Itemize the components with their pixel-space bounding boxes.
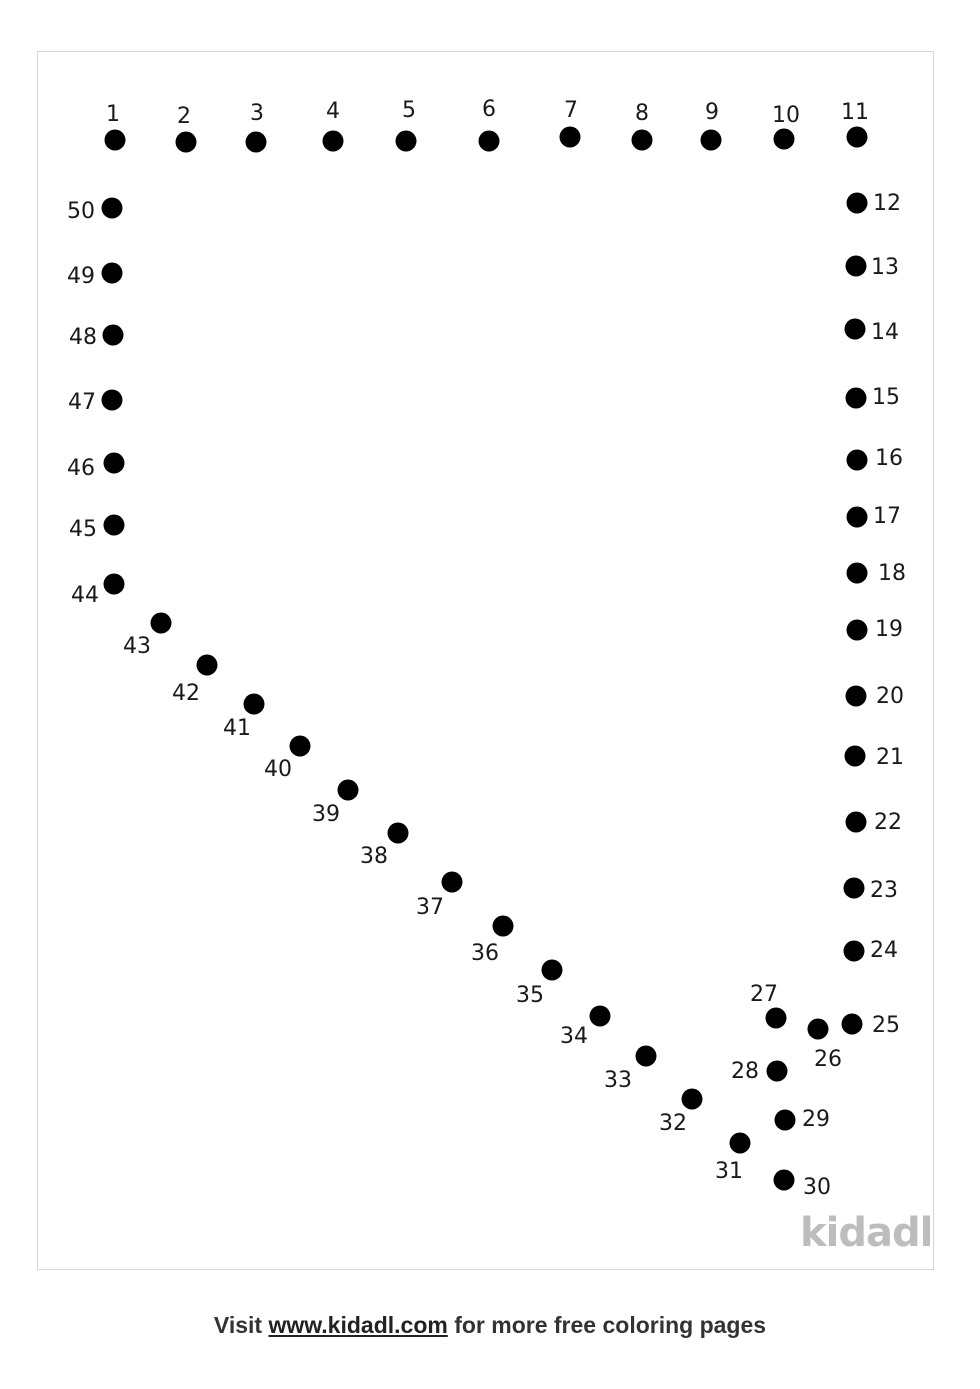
dot-label-36: 36 [471, 941, 499, 966]
kidadl-link[interactable]: www.kidadl.com [268, 1312, 448, 1338]
dot-label-3: 3 [250, 101, 264, 126]
dot-label-23: 23 [870, 878, 898, 903]
dot-label-46: 46 [67, 456, 95, 481]
footer-prefix: Visit [213, 1312, 269, 1338]
dot-label-35: 35 [516, 983, 544, 1008]
dot-25[interactable] [842, 1014, 863, 1035]
dot-34[interactable] [590, 1006, 611, 1027]
dot-label-19: 19 [875, 617, 903, 642]
dot-label-1: 1 [106, 102, 120, 127]
dot-label-27: 27 [750, 982, 778, 1007]
dot-20[interactable] [846, 686, 867, 707]
dot-33[interactable] [636, 1046, 657, 1067]
dot-6[interactable] [479, 131, 500, 152]
dot-45[interactable] [104, 515, 125, 536]
dot-label-25: 25 [872, 1013, 900, 1038]
dot-43[interactable] [151, 613, 172, 634]
dot-8[interactable] [632, 130, 653, 151]
dot-14[interactable] [845, 319, 866, 340]
dot-label-7: 7 [564, 98, 578, 123]
dot-label-17: 17 [873, 504, 901, 529]
dot-32[interactable] [682, 1089, 703, 1110]
dot-5[interactable] [396, 131, 417, 152]
dot-42[interactable] [197, 655, 218, 676]
dot-38[interactable] [388, 823, 409, 844]
dot-21[interactable] [845, 746, 866, 767]
dot-label-13: 13 [871, 255, 899, 280]
dot-41[interactable] [244, 694, 265, 715]
footer-suffix: for more free coloring pages [447, 1312, 767, 1338]
dot-label-31: 31 [715, 1159, 743, 1184]
dot-label-16: 16 [875, 446, 903, 471]
dot-22[interactable] [846, 812, 867, 833]
dot-18[interactable] [847, 563, 868, 584]
dot-11[interactable] [847, 127, 868, 148]
dot-label-6: 6 [482, 97, 496, 122]
dot-39[interactable] [338, 780, 359, 801]
dot-30[interactable] [774, 1170, 795, 1191]
dot-16[interactable] [847, 450, 868, 471]
dot-label-8: 8 [635, 101, 649, 126]
dot-29[interactable] [775, 1110, 796, 1131]
kidadl-logo: kidadl [800, 1210, 933, 1256]
dot-label-48: 48 [69, 325, 97, 350]
dot-label-33: 33 [604, 1068, 632, 1093]
dot-2[interactable] [176, 132, 197, 153]
dot-label-49: 49 [67, 264, 95, 289]
dot-label-11: 11 [841, 100, 869, 125]
dot-17[interactable] [847, 507, 868, 528]
dot-label-37: 37 [416, 895, 444, 920]
dot-label-21: 21 [876, 745, 904, 770]
dot-23[interactable] [844, 878, 865, 899]
dot-label-43: 43 [123, 634, 151, 659]
dot-label-44: 44 [71, 583, 99, 608]
dot-label-12: 12 [873, 191, 901, 216]
dot-label-15: 15 [872, 385, 900, 410]
dot-4[interactable] [323, 131, 344, 152]
dot-label-24: 24 [870, 938, 898, 963]
dot-47[interactable] [102, 390, 123, 411]
dot-label-47: 47 [68, 390, 96, 415]
dot-27[interactable] [766, 1008, 787, 1029]
dot-10[interactable] [774, 129, 795, 150]
dot-label-9: 9 [705, 100, 719, 125]
dot-label-18: 18 [878, 561, 906, 586]
dot-label-30: 30 [803, 1175, 831, 1200]
dot-24[interactable] [844, 941, 865, 962]
dot-label-2: 2 [177, 104, 191, 129]
dot-13[interactable] [846, 256, 867, 277]
dot-label-14: 14 [871, 320, 899, 345]
dot-label-20: 20 [876, 684, 904, 709]
dot-label-39: 39 [312, 802, 340, 827]
dot-label-34: 34 [560, 1024, 588, 1049]
dot-label-29: 29 [802, 1107, 830, 1132]
dot-label-45: 45 [69, 517, 97, 542]
dot-label-4: 4 [326, 99, 340, 124]
dot-label-32: 32 [659, 1111, 687, 1136]
dot-44[interactable] [104, 574, 125, 595]
dot-19[interactable] [847, 620, 868, 641]
dot-35[interactable] [542, 960, 563, 981]
dot-label-50: 50 [67, 199, 95, 224]
dot-label-26: 26 [814, 1047, 842, 1072]
dot-49[interactable] [102, 263, 123, 284]
dot-7[interactable] [560, 127, 581, 148]
dot-label-28: 28 [731, 1059, 759, 1084]
dot-26[interactable] [808, 1019, 829, 1040]
dot-31[interactable] [730, 1133, 751, 1154]
dot-label-38: 38 [360, 844, 388, 869]
dot-46[interactable] [104, 453, 125, 474]
dot-9[interactable] [701, 130, 722, 151]
dot-label-5: 5 [402, 98, 416, 123]
dot-label-22: 22 [874, 810, 902, 835]
dot-28[interactable] [767, 1061, 788, 1082]
dot-label-42: 42 [172, 681, 200, 706]
dot-50[interactable] [102, 198, 123, 219]
dot-label-40: 40 [264, 757, 292, 782]
dot-15[interactable] [846, 388, 867, 409]
dot-40[interactable] [290, 736, 311, 757]
dots-layer [67, 97, 906, 1200]
dot-label-10: 10 [772, 103, 800, 128]
dot-3[interactable] [246, 132, 267, 153]
dot-1[interactable] [105, 130, 126, 151]
dot-48[interactable] [103, 325, 124, 346]
dot-36[interactable] [493, 916, 514, 937]
dot-label-41: 41 [223, 716, 251, 741]
dot-37[interactable] [442, 872, 463, 893]
dot-12[interactable] [847, 193, 868, 214]
footer-text [0, 1312, 980, 1339]
